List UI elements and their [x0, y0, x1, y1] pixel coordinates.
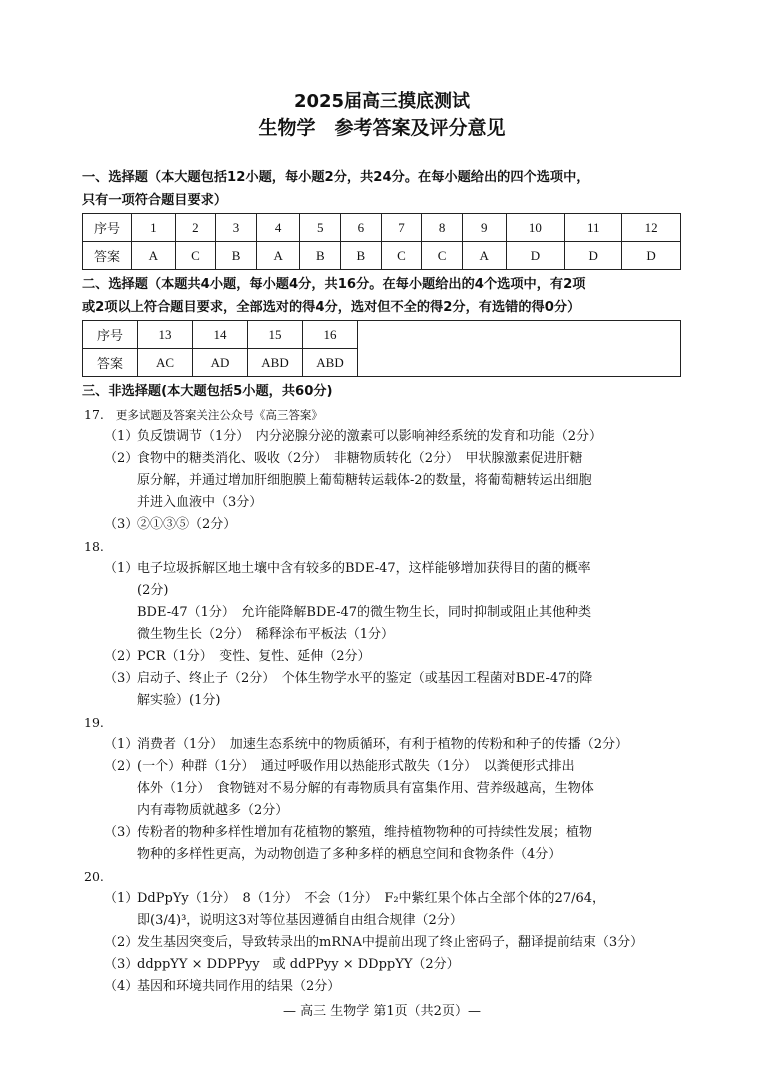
item-line: ②①③⑤（2分） — [137, 517, 237, 532]
section1-answer-table — [82, 213, 681, 270]
section1-heading-line2: 只有一项符合题目要求） — [82, 193, 228, 208]
section1-heading — [82, 166, 687, 212]
item-number: （4） — [104, 979, 139, 994]
item-line: 微生物生长（2分） 稀释涂布平板法（1分） — [137, 627, 395, 642]
item-line: ddppYY × DDPPyy 或 ddPPyy × DDppYY（2分） — [137, 957, 460, 972]
table-cell: 2 — [175, 214, 216, 242]
table-cell: 10 — [506, 214, 565, 242]
item-line: (一个）种群（1分） 通过呼吸作用以热能形式散失（1分） 以粪便形式排出 — [137, 759, 575, 774]
table-header-cell: 序号 — [83, 321, 138, 349]
question-20 — [84, 866, 104, 888]
table-cell: 13 — [138, 321, 193, 349]
item-number: （1） — [104, 561, 139, 576]
question-18 — [84, 536, 104, 558]
table-cell: 15 — [248, 321, 303, 349]
item-line: 启动子、终止子（2分） 个体生物学水平的鉴定（或基因工程菌对BDE-47的降 — [137, 671, 593, 686]
table-header-cell: 答案 — [83, 242, 132, 270]
table-cell: A — [256, 242, 300, 270]
item-line: 体外（1分） 食物链对不易分解的有毒物质具有富集作用、营养级越高，生物体 — [137, 781, 594, 796]
item-line: PCR（1分） 变性、复性、延伸（2分） — [137, 649, 371, 664]
table-cell: B — [341, 242, 382, 270]
question-label: 20. — [84, 869, 104, 884]
answer-item — [104, 822, 686, 866]
table-cell: ABD — [248, 349, 303, 377]
answer-item — [104, 734, 686, 756]
section2-heading-line1: 二、选择题（本题共4小题，每小题4分，共16分。在每小题给出的4个选项中，有2项 — [82, 277, 586, 292]
table-cell: AD — [193, 349, 248, 377]
section2-answer-table — [82, 320, 681, 377]
table-cell: ABD — [303, 349, 358, 377]
item-number: （1） — [104, 429, 139, 444]
question-label: 18. — [84, 539, 104, 554]
item-line: 负反馈调节（1分） 内分泌腺分泌的激素可以影响神经系统的发育和功能（2分） — [137, 429, 603, 444]
item-number: （2） — [104, 759, 139, 774]
answer-item — [104, 646, 686, 668]
table-cell: 14 — [193, 321, 248, 349]
table-row — [83, 242, 681, 270]
answer-item — [104, 954, 686, 976]
table-cell: 6 — [341, 214, 382, 242]
question-label: 17. — [84, 407, 104, 422]
answer-item — [104, 888, 686, 932]
table-cell: 1 — [132, 214, 176, 242]
table-row — [83, 321, 681, 349]
table-cell: A — [462, 242, 506, 270]
table-cell: C — [175, 242, 216, 270]
item-line: DdPpYy（1分） 8（1分） 不会（1分） F₂中紫红果个体占全部个体的27/64， — [137, 891, 606, 906]
answer-item — [104, 558, 686, 646]
item-number: （2） — [104, 935, 139, 950]
answer-item — [104, 976, 686, 998]
item-line: BDE-47（1分） 允许能降解BDE-47的微生物生长，同时抑制或阻止其他种类 — [137, 605, 592, 620]
page-footer: — 高三 生物学 第1页（共2页）— — [283, 1004, 481, 1019]
table-cell: 9 — [462, 214, 506, 242]
section1-heading-line1: 一、选择题（本大题包括12小题，每小题2分，共24分。在每小题给出的四个选项中， — [82, 170, 590, 185]
table-row — [83, 214, 681, 242]
section3-heading-text: 三、非选择题(本大题包括5小题，共60分) — [82, 384, 333, 399]
item-line: 基因和环境共同作用的结果（2分） — [137, 979, 341, 994]
item-number: （1） — [104, 737, 139, 752]
section2-heading-line2: 或2项以上符合题目要求，全部选对的得4分，选对但不全的得2分，有选错的得0分） — [82, 300, 581, 315]
answer-item — [104, 932, 686, 954]
item-line: 原分解，并通过增加肝细胞膜上葡萄糖转运载体-2的数量，将葡萄糖转运出细胞 — [137, 473, 592, 488]
question-17 — [84, 404, 323, 426]
table-cell: 12 — [622, 214, 681, 242]
table-cell: D — [622, 242, 681, 270]
item-number: （3） — [104, 671, 139, 686]
table-header-cell: 答案 — [83, 349, 138, 377]
item-line: 物种的多样性更高，为动物创造了多种多样的栖息空间和食物条件（4分） — [137, 847, 562, 862]
table-cell: B — [216, 242, 257, 270]
table-cell: 4 — [256, 214, 300, 242]
table-cell: 11 — [565, 214, 622, 242]
table-header-cell: 序号 — [83, 214, 132, 242]
item-line: 并进入血液中（3分） — [137, 495, 263, 510]
table-empty-cell — [358, 321, 681, 377]
question-label: 19. — [84, 715, 104, 730]
item-number: （3） — [104, 957, 139, 972]
table-cell: B — [300, 242, 341, 270]
table-cell: 8 — [422, 214, 463, 242]
item-line: 传粉者的物种多样性增加有花植物的繁殖，维持植物物种的可持续性发展；植物 — [137, 825, 593, 840]
table-cell: 5 — [300, 214, 341, 242]
table-cell: 16 — [303, 321, 358, 349]
answer-item — [104, 448, 686, 514]
section2-heading — [82, 273, 687, 319]
answer-item — [104, 668, 686, 712]
document-title: 2025届高三摸底测试 — [293, 91, 471, 112]
table-cell: AC — [138, 349, 193, 377]
item-line: 即(3/4)³，说明这3对等位基因遵循自由组合规律（2分） — [137, 913, 463, 928]
question-19 — [84, 712, 104, 734]
table-cell: 3 — [216, 214, 257, 242]
answer-item — [104, 426, 686, 448]
table-cell: C — [381, 242, 422, 270]
answer-item — [104, 514, 686, 536]
table-cell: C — [422, 242, 463, 270]
answer-item — [104, 756, 686, 822]
item-number: （3） — [104, 825, 139, 840]
question-note: 更多试题及答案关注公众号《高三答案》 — [115, 408, 323, 422]
document-subtitle: 生物学 参考答案及评分意见 — [258, 117, 506, 139]
item-number: （2） — [104, 451, 139, 466]
item-number: （3） — [104, 517, 139, 532]
item-line: 电子垃圾拆解区地土壤中含有较多的BDE-47，这样能够增加获得目的菌的概率 — [137, 561, 591, 576]
item-line: 发生基因突变后，导致转录出的mRNA中提前出现了终止密码子，翻译提前结束（3分） — [137, 935, 644, 950]
table-cell: 7 — [381, 214, 422, 242]
item-number: （1） — [104, 891, 139, 906]
table-cell: A — [132, 242, 176, 270]
item-line: 内有毒物质就越多（2分） — [137, 803, 289, 818]
section3-heading — [82, 380, 687, 403]
item-line: 消费者（1分） 加速生态系统中的物质循环，有利于植物的传粉和种子的传播（2分） — [137, 737, 629, 752]
item-line: 解实验）(1分) — [137, 693, 221, 708]
item-line: (2分) — [137, 583, 169, 598]
item-number: （2） — [104, 649, 139, 664]
table-cell: D — [565, 242, 622, 270]
item-line: 食物中的糖类消化、吸收（2分） 非糖物质转化（2分） 甲状腺激素促进肝糖 — [137, 451, 583, 466]
table-cell: D — [506, 242, 565, 270]
